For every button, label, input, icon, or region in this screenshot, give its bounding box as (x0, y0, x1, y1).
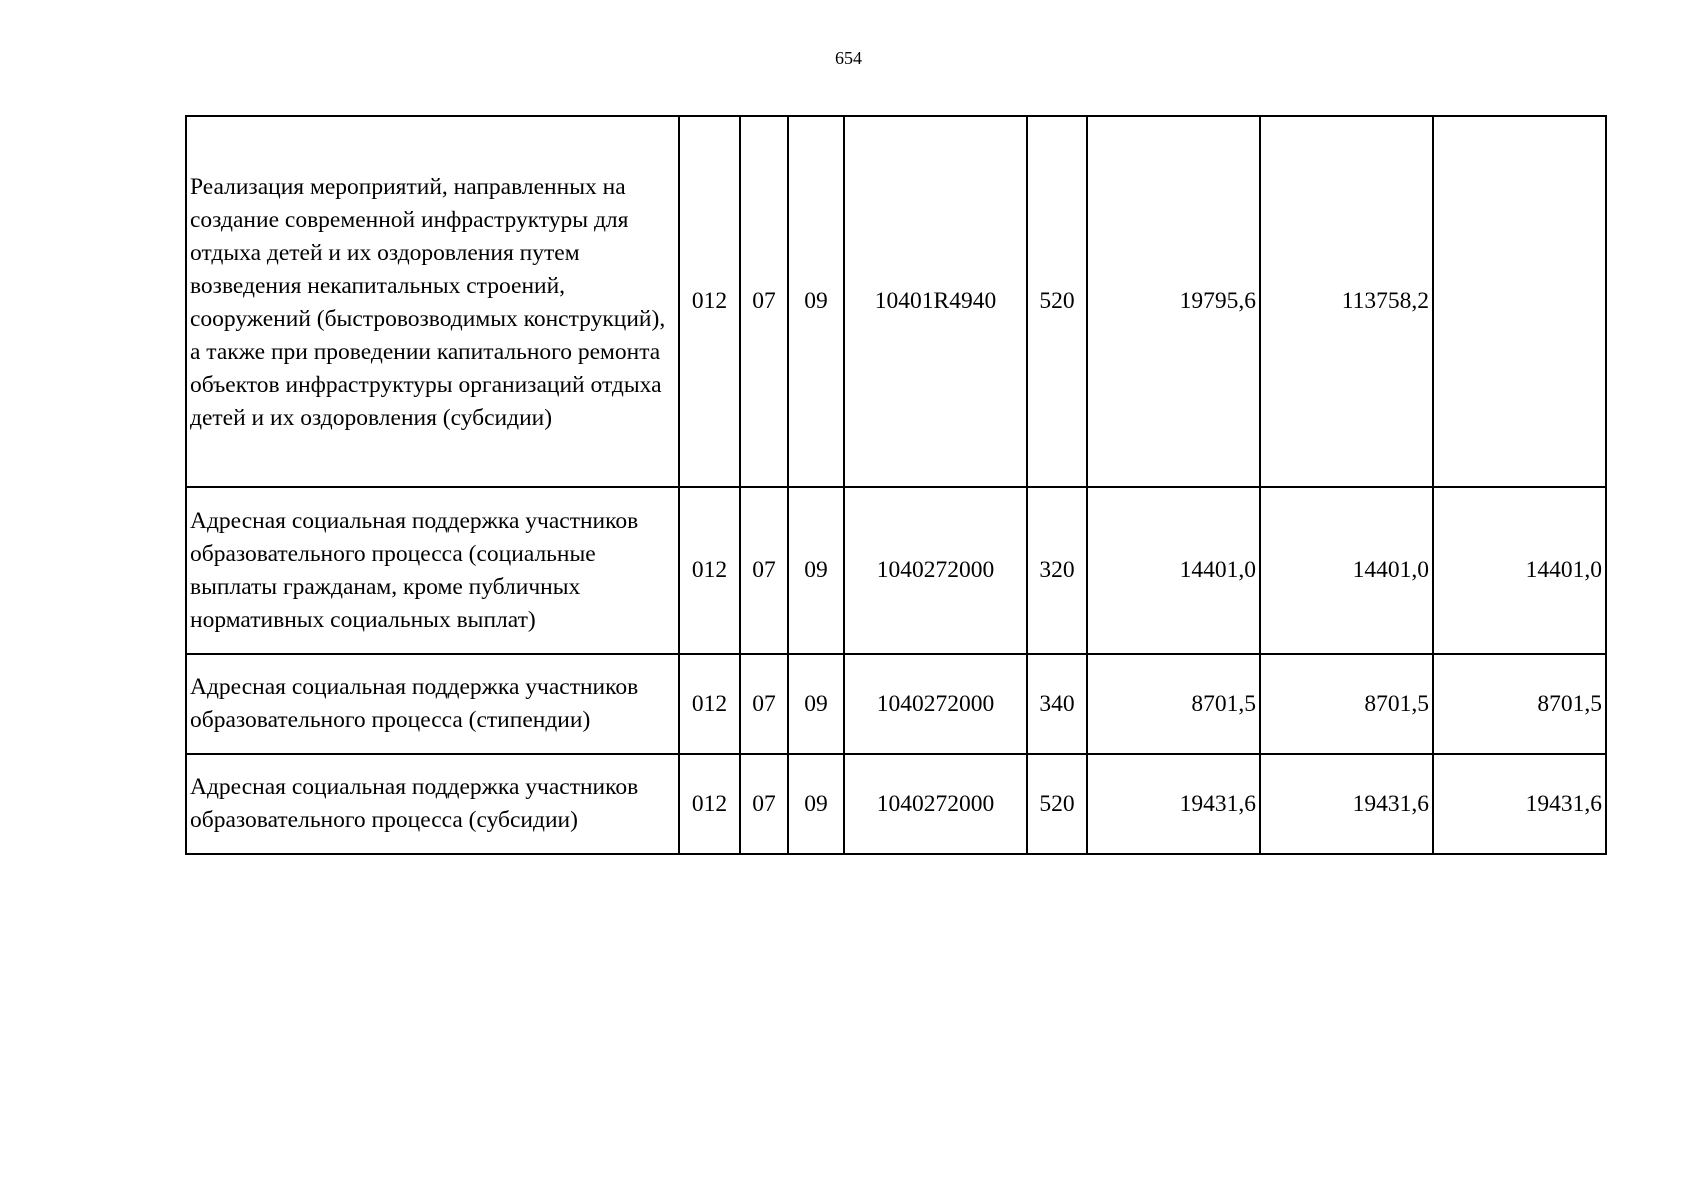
subsection-code: 09 (788, 754, 844, 854)
section-code: 07 (740, 116, 788, 487)
grbs-code: 012 (679, 754, 740, 854)
amount-2: 19431,6 (1260, 754, 1433, 854)
expense-type-code: 520 (1027, 116, 1087, 487)
target-article-code: 1040272000 (844, 754, 1027, 854)
amount-1: 19795,6 (1087, 116, 1260, 487)
amount-2: 113758,2 (1260, 116, 1433, 487)
subsection-code: 09 (788, 487, 844, 654)
section-code: 07 (740, 487, 788, 654)
amount-3: 19431,6 (1433, 754, 1606, 854)
table-row (186, 754, 1606, 854)
amount-1: 8701,5 (1087, 654, 1260, 754)
amount-3 (1433, 116, 1606, 487)
target-article-code: 10401R4940 (844, 116, 1027, 487)
row-description: Реализация мероприятий, направленных на создание современной инфраструктуры для отдыха детей и их оздоровления путем возведения некапитальных строений, сооружений (быстровозводимых конструкций), а также при проведении капитального ремонта объектов инфраструктуры организаций отдыха детей и их оздоровления (субсидии) (186, 116, 679, 487)
table-row (186, 654, 1606, 754)
expense-type-code: 320 (1027, 487, 1087, 654)
budget-table (185, 115, 1607, 855)
grbs-code: 012 (679, 654, 740, 754)
row-description: Адресная социальная поддержка участников образовательного процесса (стипендии) (186, 654, 679, 754)
row-description: Адресная социальная поддержка участников образовательного процесса (субсидии) (186, 754, 679, 854)
amount-2: 14401,0 (1260, 487, 1433, 654)
grbs-code: 012 (679, 487, 740, 654)
grbs-code: 012 (679, 116, 740, 487)
amount-1: 19431,6 (1087, 754, 1260, 854)
amount-3: 8701,5 (1433, 654, 1606, 754)
table-row (186, 116, 1606, 487)
expense-type-code: 520 (1027, 754, 1087, 854)
amount-1: 14401,0 (1087, 487, 1260, 654)
amount-3: 14401,0 (1433, 487, 1606, 654)
target-article-code: 1040272000 (844, 654, 1027, 754)
target-article-code: 1040272000 (844, 487, 1027, 654)
row-description: Адресная социальная поддержка участников образовательного процесса (социальные выплаты гражданам, кроме публичных нормативных социальных выплат) (186, 487, 679, 654)
subsection-code: 09 (788, 654, 844, 754)
section-code: 07 (740, 654, 788, 754)
section-code: 07 (740, 754, 788, 854)
page-number: 654 (835, 48, 862, 68)
table-row (186, 487, 1606, 654)
amount-2: 8701,5 (1260, 654, 1433, 754)
subsection-code: 09 (788, 116, 844, 487)
expense-type-code: 340 (1027, 654, 1087, 754)
